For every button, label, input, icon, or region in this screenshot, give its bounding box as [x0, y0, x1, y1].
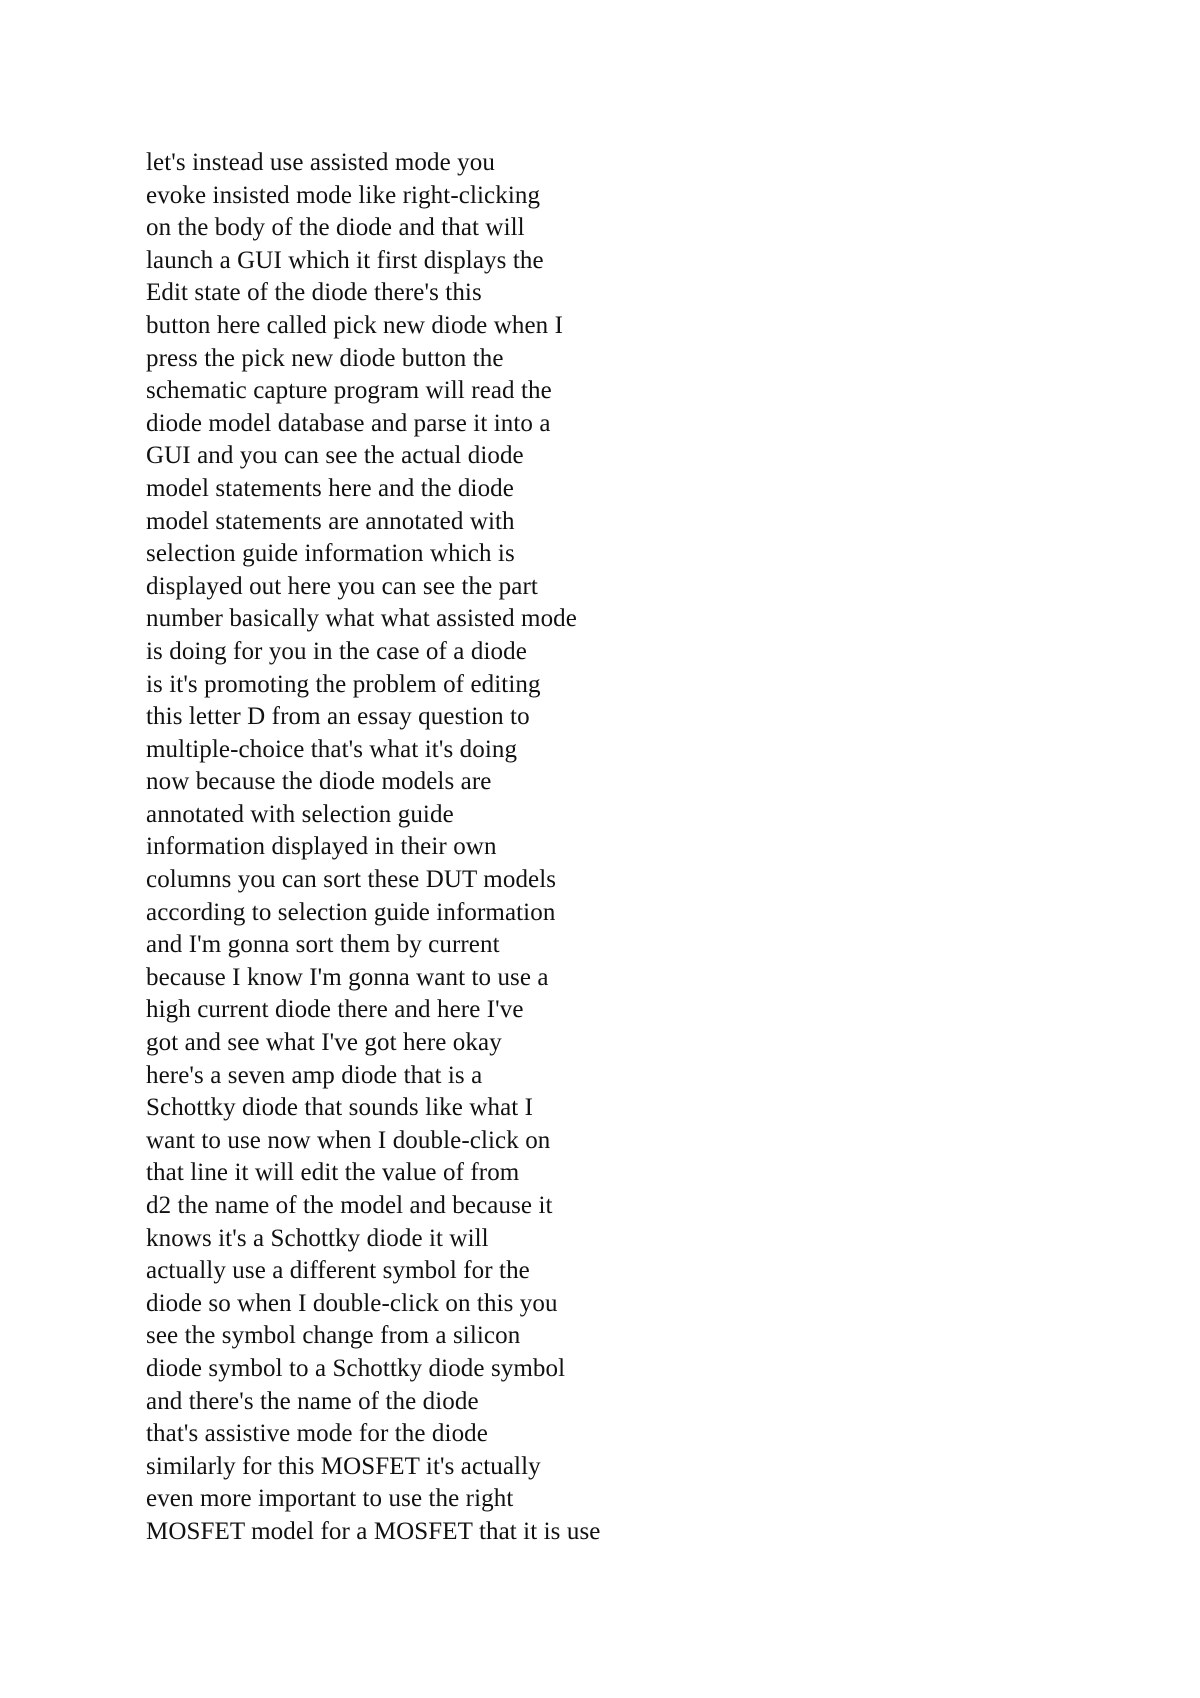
text-line: knows it's a Schottky diode it will [146, 1224, 489, 1252]
text-line: schematic capture program will read the [146, 377, 552, 405]
text-line: actually use a different symbol for the [146, 1257, 530, 1285]
text-line: Edit state of the diode there's this [146, 279, 482, 307]
transcript-text [146, 147, 1046, 1549]
text-line: similarly for this MOSFET it's actually [146, 1452, 541, 1480]
text-line: GUI and you can see the actual diode [146, 442, 524, 470]
text-line: MOSFET model for a MOSFET that it is use [146, 1517, 601, 1545]
text-line: evoke insisted mode like right-clicking [146, 181, 541, 209]
text-line: let's instead use assisted mode you [146, 149, 495, 176]
text-line: here's a seven amp diode that is a [146, 1061, 483, 1089]
text-line: this letter D from an essay question to [146, 703, 530, 731]
text-line: because I know I'm gonna want to use a [146, 963, 549, 991]
text-line: diode model database and parse it into a [146, 409, 551, 437]
text-line: diode symbol to a Schottky diode symbol [146, 1354, 566, 1382]
text-line: now because the diode models are [146, 768, 492, 796]
text-line: information displayed in their own [146, 833, 497, 861]
text-line: according to selection guide information [146, 898, 556, 926]
text-line: annotated with selection guide [146, 800, 454, 828]
text-line: number basically what what assisted mode [146, 605, 577, 633]
text-line: that's assistive mode for the diode [146, 1420, 488, 1448]
text-line: d2 the name of the model and because it [146, 1192, 553, 1219]
text-line: see the symbol change from a silicon [146, 1322, 521, 1350]
text-line: got and see what I've got here okay [146, 1029, 502, 1057]
text-line: columns you can sort these DUT models [146, 866, 557, 894]
text-line: Schottky diode that sounds like what I [146, 1094, 534, 1122]
text-line: multiple-choice that's what it's doing [146, 735, 518, 763]
text-line: and there's the name of the diode [146, 1387, 479, 1415]
text-line: high current diode there and here I've [146, 996, 524, 1024]
text-line: displayed out here you can see the part [146, 572, 538, 600]
text-line: launch a GUI which it first displays the [146, 246, 544, 274]
text-line: button here called pick new diode when I [146, 311, 564, 339]
text-line: is it's promoting the problem of editing [146, 670, 541, 698]
text-line: even more important to use the right [146, 1485, 514, 1513]
text-line: want to use now when I double-click on [146, 1126, 551, 1154]
text-line: model statements are annotated with [146, 507, 515, 535]
text-line: model statements here and the diode [146, 474, 514, 502]
text-line: selection guide information which is [146, 540, 515, 568]
text-line: press the pick new diode button the [146, 344, 504, 372]
text-line: and I'm gonna sort them by current [146, 931, 500, 959]
text-line: that line it will edit the value of from [146, 1159, 520, 1187]
text-line: diode so when I double-click on this you [146, 1289, 558, 1317]
text-line: on the body of the diode and that will [146, 214, 525, 242]
text-line: is doing for you in the case of a diode [146, 637, 527, 665]
